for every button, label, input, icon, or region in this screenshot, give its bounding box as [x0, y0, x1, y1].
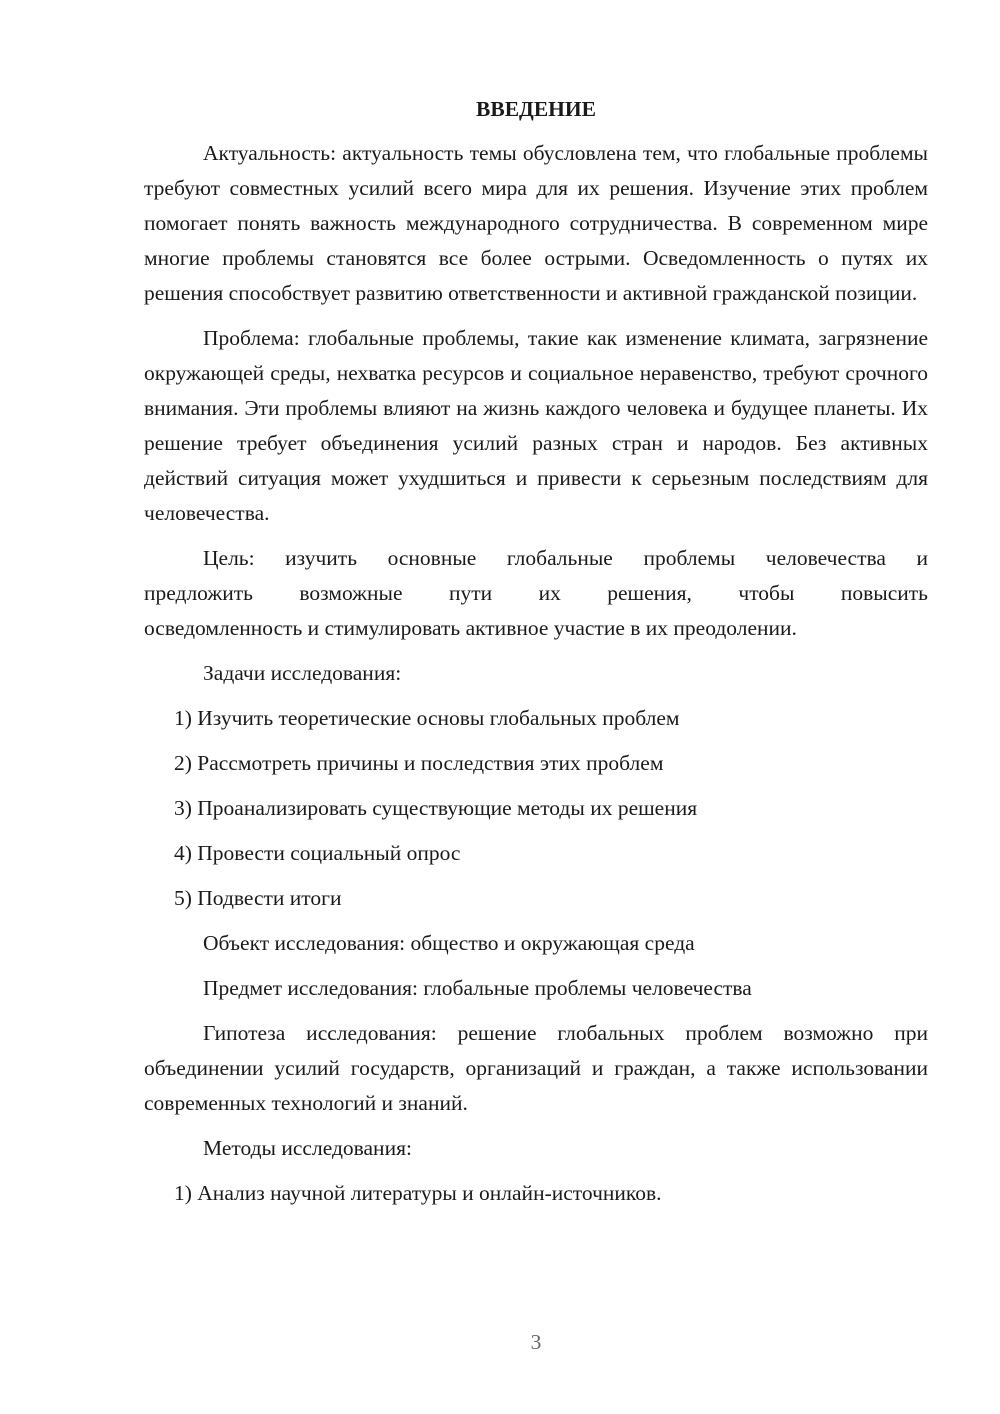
research-object: Объект исследования: общество и окружающая среда	[203, 931, 695, 955]
document-page	[144, 92, 928, 1221]
goal-paragraph-line-3	[144, 611, 928, 646]
task-item-4: 4) Провести социальный опрос	[174, 841, 461, 865]
problem-paragraph: Проблема: глобальные проблемы, такие как изменение климата, загрязнение окружающей среды, нехватка ресурсов и социальное неравенство, требуют срочного внимания. Эти проблемы влияют на жизнь каждого человека и будущее планеты. Их решение требует объединения усилий разных стран и народов. Без активных действий ситуация может ухудшиться и привести к серьезным последствиям для человечества.	[144, 326, 928, 525]
method-item-1: 1) Анализ научной литературы и онлайн-источников.	[174, 1181, 662, 1205]
goal-text-line-1: Цель: изучить основные глобальные проблемы человечества и	[203, 546, 928, 570]
task-item-3: 3) Проанализировать существующие методы их решения	[174, 796, 698, 820]
task-item-1: 1) Изучить теоретические основы глобальных проблем	[174, 706, 680, 730]
methods-heading: Методы исследования:	[203, 1136, 412, 1160]
tasks-heading: Задачи исследования:	[203, 661, 402, 685]
section-title: ВВЕДЕНИЕ	[476, 97, 596, 121]
goal-text-line-3: осведомленность и стимулировать активное участие в их преодолении.	[144, 616, 797, 640]
relevance-paragraph: Актуальность: актуальность темы обусловлена тем, что глобальные проблемы требуют совместных усилий всего мира для их решения. Изучение этих проблем помогает понять важность международного сотрудничества. В современном мире многие проблемы становятся все более острыми. Осведомленность о путях их решения способствует развитию ответственности и активной гражданской позиции.	[144, 141, 928, 305]
research-subject: Предмет исследования: глобальные проблемы человечества	[203, 976, 752, 1000]
goal-text-line-2: предложить возможные пути их решения, чтобы повысить	[144, 581, 928, 605]
goal-paragraph	[144, 541, 928, 576]
task-item-2: 2) Рассмотреть причины и последствия этих проблем	[174, 751, 664, 775]
task-item-5: 5) Подвести итоги	[174, 886, 342, 910]
page-number: 3	[530, 1330, 542, 1354]
goal-paragraph-line-2	[144, 576, 928, 611]
hypothesis-paragraph: Гипотеза исследования: решение глобальных проблем возможно при объединении усилий государств, организаций и граждан, а также использовании современных технологий и знаний.	[144, 1021, 928, 1115]
